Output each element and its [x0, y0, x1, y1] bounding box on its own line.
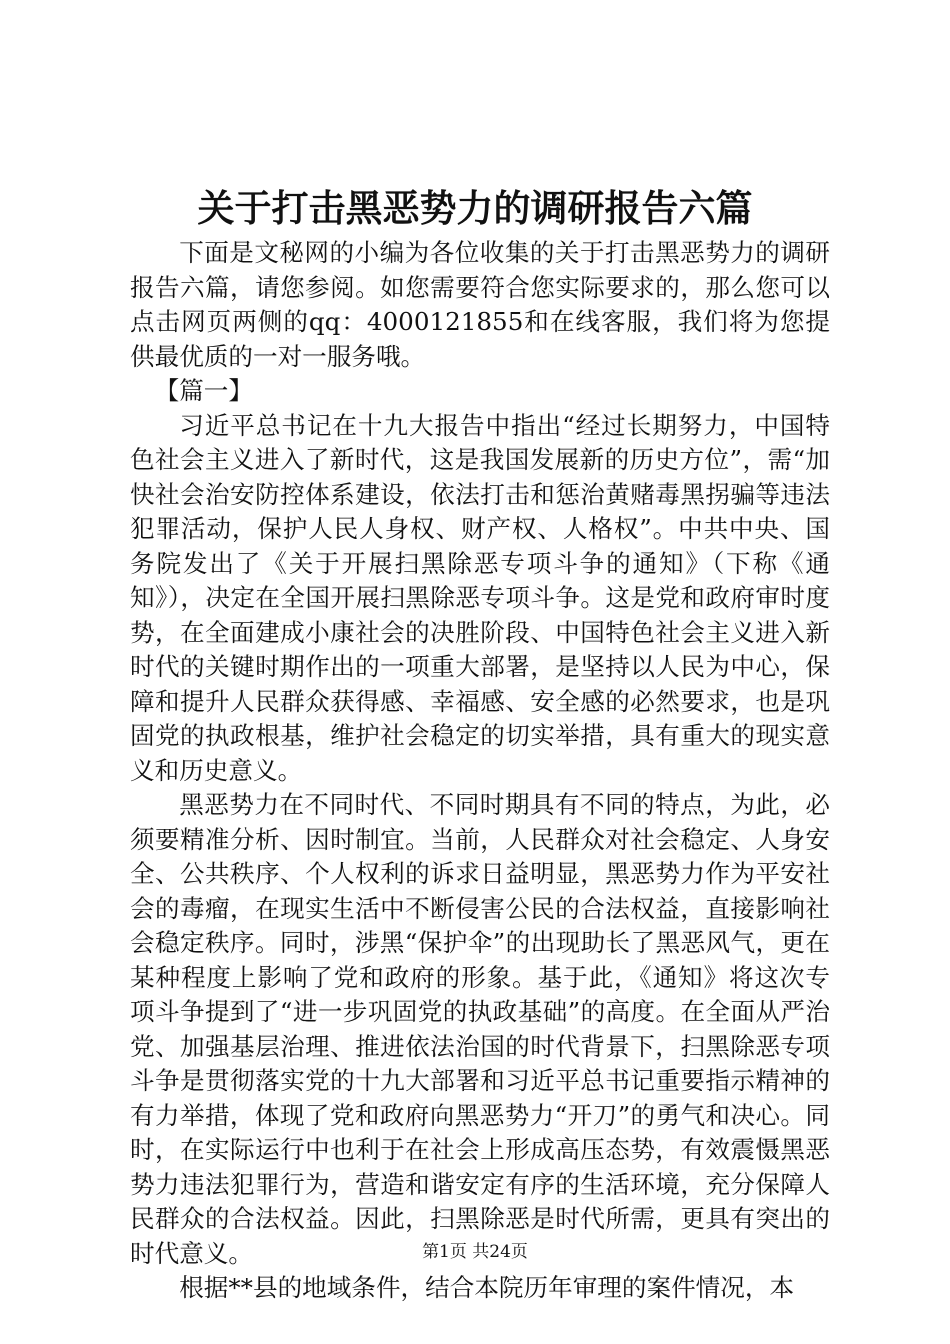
body-paragraph-2: 黑恶势力在不同时代、不同时期具有不同的特点，为此，必须要精准分析、因时制宜。当前，人民群众对社会稳定、人身安全、公共秩序、个人权利的诉求日益明显，黑恶势力作为平安社会的毒瘤，在现实生活中不断侵害公民的合法权益，直接影响社会稳定秩序。同时，涉黑“保护伞”的出现助长了黑恶风气，更在某种程度上影响了党和政府的形象。基于此，《通知》将这次专项斗争提到了“进一步巩固党的执政基础”的高度。在全面从严治党、加强基层治理、推进依法治国的时代背景下，扫黑除恶专项斗争是贯彻落实党的十九大部署和习近平总书记重要指示精神的有力举措，体现了党和政府向黑恶势力“开刀”的勇气和决心。同时，在实际运行中也利于在社会上形成高压态势，有效震慑黑恶势力违法犯罪行为，营造和谐安定有序的生活环境，充分保障人民群众的合法权益。因此，扫黑除恶是时代所需，更具有突出的时代意义。 — [130, 790, 830, 1268]
document-title: 关于打击黑恶势力的调研报告六篇 — [197, 186, 753, 230]
section-label: 【篇一】 — [154, 376, 253, 405]
document-body — [130, 236, 830, 1306]
body-paragraph-1: 习近平总书记在十九大报告中指出“经过长期努力，中国特色社会主义进入了新时代，这是我国发展新的历史方位”，需“加快社会治安防控体系建设，依法打击和惩治黄赌毒黑拐骗等违法犯罪活动，保护人民人身权、财产权、人格权”。中共中央、国务院发出了《关于开展扫黑除恶专项斗争的通知》（下称《通知》），决定在全国开展扫黑除恶专项斗争。这是党和政府审时度势，在全面建成小康社会的决胜阶段、中国特色社会主义进入新时代的关键时期作出的一项重大部署，是坚持以人民为中心，保障和提升人民群众获得感、幸福感、安全感的必然要求，也是巩固党的执政根基，维护社会稳定的切实举措，具有重大的现实意义和历史意义。 — [130, 410, 830, 785]
body-paragraph-3: 根据**县的地域条件，结合本院历年审理的案件情况，本 — [179, 1273, 795, 1302]
page-footer: 第1页 共24页 — [422, 1242, 528, 1262]
intro-paragraph: 下面是文秘网的小编为各位收集的关于打击黑恶势力的调研报告六篇，请您参阅。如您需要符合您实际要求的，那么您可以点击网页两侧的qq：4000121855和在线客服，我们将为您提供最优质的一对一服务哦。 — [130, 238, 830, 371]
